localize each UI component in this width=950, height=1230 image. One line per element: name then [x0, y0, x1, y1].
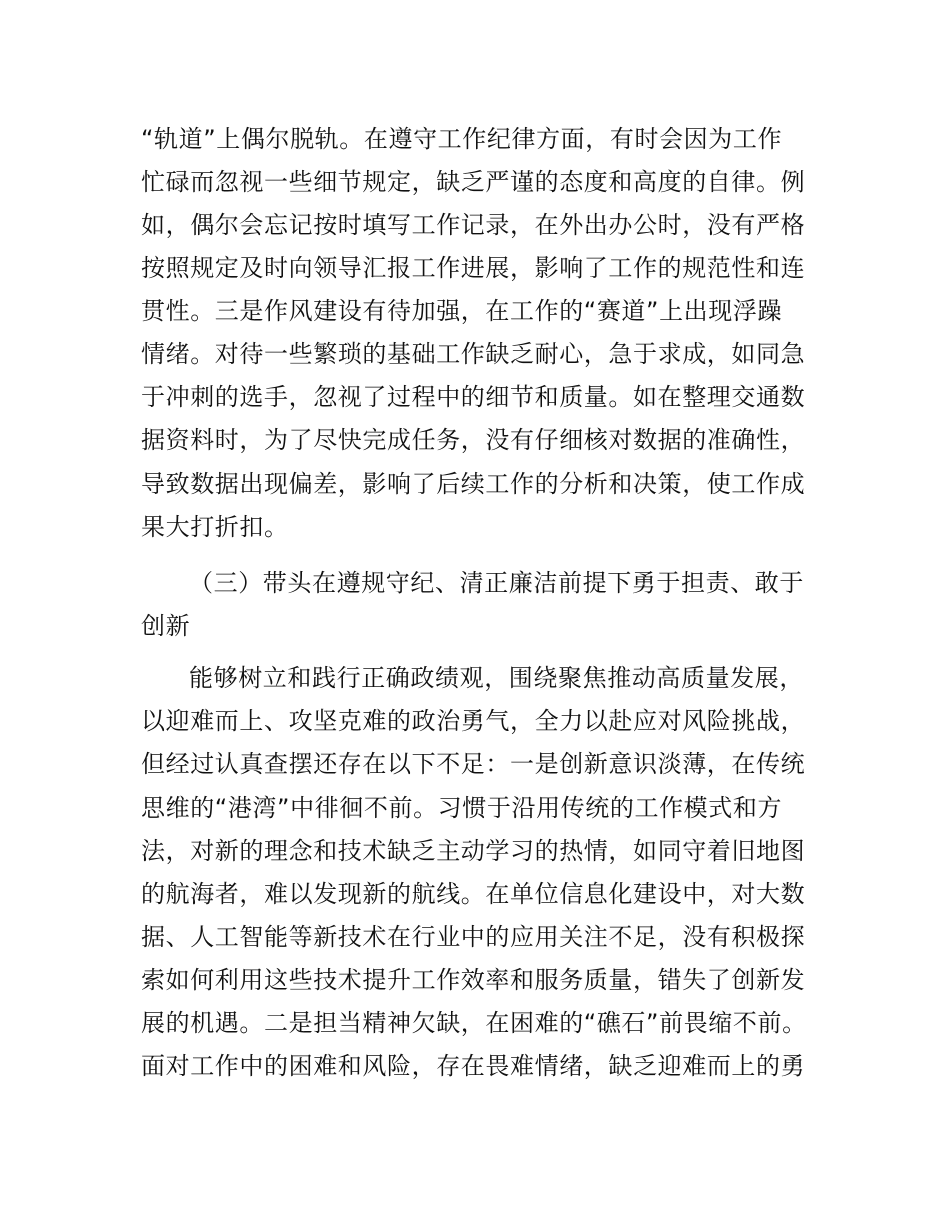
body-text-line: 忙碌而忽视一些细节规定，缺乏严谨的态度和高度的自律。例 — [141, 168, 806, 196]
body-text-line: 面对工作中的困难和风险，存在畏难情绪，缺乏迎难而上的勇 — [141, 1052, 806, 1080]
body-text-line: 但经过认真查摆还存在以下不足：一是创新意识淡薄，在传统 — [141, 750, 806, 778]
body-text-line: 思维的“港湾”中徘徊不前。习惯于沿用传统的工作模式和方 — [141, 794, 783, 822]
paragraph-first-line: 能够树立和践行正确政绩观，围绕聚焦推动高质量发展， — [189, 664, 804, 692]
body-text-line: 贯性。三是作风建设有待加强，在工作的“赛道”上出现浮躁 — [141, 297, 783, 325]
body-text-line: 展的机遇。二是担当精神欠缺，在困难的“礁石”前畏缩不前。 — [141, 1009, 807, 1037]
body-text-line: 果大打折扣。 — [141, 513, 289, 541]
body-text-line: 情绪。对待一些繁琐的基础工作缺乏耐心，急于求成，如同急 — [141, 340, 806, 368]
body-text-line: 法，对新的理念和技术缺乏主动学习的热情，如同守着旧地图 — [141, 837, 806, 865]
body-text-line: 据、人工智能等新技术在行业中的应用关注不足，没有积极探 — [141, 923, 806, 951]
body-text-line: 的航海者，难以发现新的航线。在单位信息化建设中，对大数 — [141, 880, 806, 908]
body-text-line: 于冲刺的选手，忽视了过程中的细节和质量。如在整理交通数 — [141, 383, 806, 411]
body-text-line: 如，偶尔会忘记按时填写工作记录，在外出办公时，没有严格 — [141, 211, 806, 239]
section-heading-line: （三）带头在遵规守纪、清正廉洁前提下勇于担责、敢于 — [189, 569, 804, 597]
body-text-line: 导致数据出现偏差，影响了后续工作的分析和决策，使工作成 — [141, 470, 806, 498]
section-heading-line: 创新 — [141, 612, 191, 640]
body-text-line: 据资料时，为了尽快完成任务，没有仔细核对数据的准确性， — [141, 426, 806, 454]
body-text-line: 索如何利用这些技术提升工作效率和服务质量，错失了创新发 — [141, 966, 806, 994]
body-text-line: 以迎难而上、攻坚克难的政治勇气，全力以赴应对风险挑战， — [141, 707, 806, 735]
body-text-line: 按照规定及时向领导汇报工作进展，影响了工作的规范性和连 — [141, 254, 806, 282]
body-text-line: “轨道”上偶尔脱轨。在遵守工作纪律方面，有时会因为工作 — [141, 125, 783, 153]
